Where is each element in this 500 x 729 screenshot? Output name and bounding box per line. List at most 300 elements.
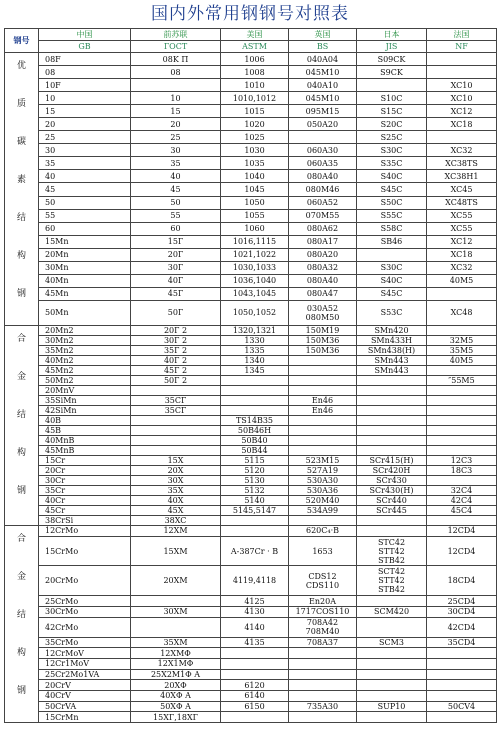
table-cell: 20 xyxy=(39,118,131,131)
table-cell: 708A37 xyxy=(289,637,357,648)
table-cell xyxy=(221,406,289,416)
table-cell xyxy=(221,659,289,670)
table-cell: 1025 xyxy=(221,131,289,144)
table-body xyxy=(5,53,497,723)
table-cell: S50C xyxy=(357,196,427,209)
table-cell: 38CrSi xyxy=(39,516,131,526)
table-row xyxy=(5,426,497,436)
table-row xyxy=(5,476,497,486)
table-cell: 35Cr xyxy=(39,486,131,496)
table-cell: 45Mn xyxy=(39,287,131,300)
table-cell: 15X xyxy=(131,456,221,466)
table-row xyxy=(5,79,497,92)
table-cell: 50Г 2 xyxy=(131,376,221,386)
table-row xyxy=(5,248,497,261)
table-row xyxy=(5,346,497,356)
table-cell: XC38TS xyxy=(427,157,497,170)
table-cell: 35 xyxy=(39,157,131,170)
table-cell: 40Cr xyxy=(39,496,131,506)
table-cell: 20XΦ xyxy=(131,680,221,691)
table-cell: 15CrMn xyxy=(39,712,131,723)
table-cell: 060A30 xyxy=(289,144,357,157)
table-row xyxy=(5,648,497,659)
table-cell: 40B xyxy=(39,416,131,426)
standard-header: JIS xyxy=(357,41,427,53)
table-cell xyxy=(357,648,427,659)
table-cell: 40 xyxy=(39,170,131,183)
table-row xyxy=(5,366,497,376)
table-cell: 25 xyxy=(131,131,221,144)
table-cell: XC12 xyxy=(427,235,497,248)
table-cell: 30XM xyxy=(131,606,221,617)
table-cell: 150M36 xyxy=(289,336,357,346)
table-cell: SCr445 xyxy=(357,506,427,516)
table-cell: 1717COS110 xyxy=(289,606,357,617)
table-cell: 080A47 xyxy=(289,287,357,300)
table-cell: 060A52 xyxy=(289,196,357,209)
table-cell: S53C xyxy=(357,300,427,325)
table-cell: 55 xyxy=(39,209,131,222)
table-cell: XC55 xyxy=(427,209,497,222)
table-cell: S40C xyxy=(357,274,427,287)
category-char: 素 xyxy=(16,175,26,185)
category-char: 构 xyxy=(16,448,26,458)
category-char: 合 xyxy=(16,534,26,544)
table-cell: 45Г xyxy=(131,287,221,300)
table-cell: 35SiMn xyxy=(39,396,131,406)
table-cell xyxy=(131,79,221,92)
table-cell: S9CK xyxy=(357,66,427,79)
table-cell xyxy=(357,680,427,691)
table-cell: 5140 xyxy=(221,496,289,506)
table-cell: XC10 xyxy=(427,92,497,105)
table-cell xyxy=(131,426,221,436)
table-cell xyxy=(289,446,357,456)
table-row xyxy=(5,596,497,607)
table-cell: SCr430(H) xyxy=(357,486,427,496)
table-cell: 30 xyxy=(39,144,131,157)
table-cell: SCr430 xyxy=(357,476,427,486)
standard-header: ГОСТ xyxy=(131,41,221,53)
table-cell: 12CD4 xyxy=(427,536,497,566)
table-cell: S20C xyxy=(357,118,427,131)
table-cell: SMn433H xyxy=(357,336,427,346)
table-cell: 10F xyxy=(39,79,131,92)
table-cell xyxy=(427,406,497,416)
table-cell: 50CV4 xyxy=(427,701,497,712)
table-cell: 30 xyxy=(131,144,221,157)
table-cell: 20MnV xyxy=(39,386,131,396)
table-cell: 20Cr xyxy=(39,466,131,476)
table-cell: 15XГ,18XГ xyxy=(131,712,221,723)
table-cell xyxy=(131,436,221,446)
table-cell xyxy=(427,287,497,300)
table-row xyxy=(5,496,497,506)
category-cell xyxy=(5,326,39,526)
table-cell: 5115 xyxy=(221,456,289,466)
table-cell: En20A xyxy=(289,596,357,607)
table-cell xyxy=(357,526,427,537)
table-cell xyxy=(357,396,427,406)
table-cell: 150M19 xyxy=(289,326,357,336)
table-cell xyxy=(357,416,427,426)
table-cell: 530A36 xyxy=(289,486,357,496)
table-cell xyxy=(131,617,221,637)
table-cell: 45X xyxy=(131,506,221,516)
table-cell xyxy=(357,386,427,396)
table-row xyxy=(5,196,497,209)
table-cell: 040A10 xyxy=(289,79,357,92)
category-char: 结 xyxy=(16,610,26,620)
table-cell xyxy=(427,53,497,66)
table-cell xyxy=(357,406,427,416)
table-cell: 1050,1052 xyxy=(221,300,289,325)
table-cell xyxy=(131,416,221,426)
table-row xyxy=(5,386,497,396)
table-row xyxy=(5,659,497,670)
table-cell: 35CD4 xyxy=(427,637,497,648)
table-row xyxy=(5,336,497,346)
table-row xyxy=(5,261,497,274)
table-cell: SCr420H xyxy=(357,466,427,476)
table-cell: 35CГ xyxy=(131,396,221,406)
table-cell: 50 xyxy=(131,196,221,209)
table-cell: 40Mn xyxy=(39,274,131,287)
standard-header: BS xyxy=(289,41,357,53)
table-cell: 35Г 2 xyxy=(131,346,221,356)
table-cell: XC10 xyxy=(427,79,497,92)
table-row xyxy=(5,637,497,648)
category-char: 结 xyxy=(16,213,26,223)
table-cell: 1653 xyxy=(289,536,357,566)
country-header: 日本 xyxy=(357,29,427,41)
table-row xyxy=(5,53,497,66)
table-cell: 50B46H xyxy=(221,426,289,436)
table-cell: 30CrMo xyxy=(39,606,131,617)
table-row xyxy=(5,66,497,79)
table-cell xyxy=(427,386,497,396)
table-cell: 40Mn2 xyxy=(39,356,131,366)
table-cell: 40M5 xyxy=(427,356,497,366)
table-cell: 15Cr xyxy=(39,456,131,466)
table-cell: XC55 xyxy=(427,222,497,235)
table-row xyxy=(5,701,497,712)
table-row xyxy=(5,466,497,476)
table-cell xyxy=(427,366,497,376)
table-cell: 527A19 xyxy=(289,466,357,476)
table-cell: 18CD4 xyxy=(427,566,497,596)
table-cell xyxy=(289,366,357,376)
table-cell: S30C xyxy=(357,261,427,274)
table-cell: 080A17 xyxy=(289,235,357,248)
country-header: 前苏联 xyxy=(131,29,221,41)
table-cell: 30Cr xyxy=(39,476,131,486)
category-cell xyxy=(5,53,39,326)
table-cell: S55C xyxy=(357,209,427,222)
standard-header: GB xyxy=(39,41,131,53)
table-cell: SB46 xyxy=(357,235,427,248)
table-cell: 08K П xyxy=(131,53,221,66)
standard-header: NF xyxy=(427,41,497,53)
table-cell: 40XΦ A xyxy=(131,690,221,701)
category-char: 质 xyxy=(16,99,26,109)
table-row xyxy=(5,446,497,456)
table-cell xyxy=(427,690,497,701)
table-cell: 45Mn2 xyxy=(39,366,131,376)
table-cell: 50Mn2 xyxy=(39,376,131,386)
table-cell: 12C3 xyxy=(427,456,497,466)
table-cell: 32C4 xyxy=(427,486,497,496)
table-cell: 45B xyxy=(39,426,131,436)
table-cell: 20Mn2 xyxy=(39,326,131,336)
category-char: 金 xyxy=(16,572,26,582)
table-row xyxy=(5,170,497,183)
table-row xyxy=(5,506,497,516)
table-cell: 1030,1033 xyxy=(221,261,289,274)
table-cell: SMn420 xyxy=(357,326,427,336)
table-cell: 15CrMo xyxy=(39,536,131,566)
table-row xyxy=(5,669,497,680)
table-cell: 42CrMo xyxy=(39,617,131,637)
table-cell: 50B44 xyxy=(221,446,289,456)
table-cell: 12CrMo xyxy=(39,526,131,537)
table-cell: 6120 xyxy=(221,680,289,691)
table-cell xyxy=(357,426,427,436)
table-row xyxy=(5,516,497,526)
table-cell: S40C xyxy=(357,170,427,183)
steel-grade-table xyxy=(4,28,497,723)
table-cell xyxy=(289,712,357,723)
table-cell: S30C xyxy=(357,144,427,157)
table-row xyxy=(5,486,497,496)
table-cell xyxy=(357,669,427,680)
table-cell: 1036,1040 xyxy=(221,274,289,287)
table-row xyxy=(5,680,497,691)
table-cell xyxy=(289,131,357,144)
table-cell: 080A20 xyxy=(289,248,357,261)
category-char: 钢 xyxy=(16,289,26,299)
table-cell: 1020 xyxy=(221,118,289,131)
table-cell xyxy=(289,669,357,680)
table-cell: 20XM xyxy=(131,566,221,596)
table-cell: SMn443 xyxy=(357,356,427,366)
table-cell: 1016,1115 xyxy=(221,235,289,248)
table-cell: 45Г 2 xyxy=(131,366,221,376)
table-cell: 35CrMo xyxy=(39,637,131,648)
table-cell: 20Mn xyxy=(39,248,131,261)
table-cell: 1015 xyxy=(221,105,289,118)
category-char: 结 xyxy=(16,410,26,420)
table-cell: 150M36 xyxy=(289,346,357,356)
table-cell: 1345 xyxy=(221,366,289,376)
table-cell: 10 xyxy=(39,92,131,105)
table-cell: S09CK xyxy=(357,53,427,66)
table-cell: 42CD4 xyxy=(427,617,497,637)
table-cell: CDS12 CDS110 xyxy=(289,566,357,596)
table-cell: 25X2M1Φ A xyxy=(131,669,221,680)
category-char: 构 xyxy=(16,251,26,261)
table-row xyxy=(5,274,497,287)
table-cell: 45C4 xyxy=(427,506,497,516)
table-cell xyxy=(289,386,357,396)
table-cell: XC18 xyxy=(427,248,497,261)
table-cell: 080A40 xyxy=(289,274,357,287)
table-cell xyxy=(289,436,357,446)
table-cell: 5130 xyxy=(221,476,289,486)
table-cell: 070M55 xyxy=(289,209,357,222)
table-cell: S45C xyxy=(357,287,427,300)
country-header: 中国 xyxy=(39,29,131,41)
table-cell: 620C₄·B xyxy=(289,526,357,537)
table-cell: 15 xyxy=(39,105,131,118)
table-cell: SMn438(H) xyxy=(357,346,427,356)
table-row xyxy=(5,456,497,466)
category-char: 金 xyxy=(16,372,26,382)
table-cell: 1021,1022 xyxy=(221,248,289,261)
table-row xyxy=(5,617,497,637)
category-char: 钢 xyxy=(16,486,26,496)
table-cell: 080A32 xyxy=(289,261,357,274)
table-cell xyxy=(289,659,357,670)
table-row xyxy=(5,566,497,596)
table-cell: STC42 STT42 STB42 xyxy=(357,536,427,566)
table-row xyxy=(5,105,497,118)
category-char: 合 xyxy=(16,334,26,344)
table-cell: 35X xyxy=(131,486,221,496)
table-cell xyxy=(357,79,427,92)
table-row xyxy=(5,157,497,170)
table-cell: 530A30 xyxy=(289,476,357,486)
table-cell: 30Mn2 xyxy=(39,336,131,346)
table-cell xyxy=(131,446,221,456)
table-cell: 20 xyxy=(131,118,221,131)
table-cell: XC18 xyxy=(427,118,497,131)
category-char: 钢 xyxy=(16,686,26,696)
table-cell: 08 xyxy=(131,66,221,79)
table-cell: 12Cr1MoV xyxy=(39,659,131,670)
table-row xyxy=(5,144,497,157)
table-cell: 5120 xyxy=(221,466,289,476)
table-cell: 42SiMn xyxy=(39,406,131,416)
table-cell: 45 xyxy=(39,183,131,196)
table-row xyxy=(5,526,497,537)
table-cell xyxy=(427,659,497,670)
table-cell: 030A52 080M50 xyxy=(289,300,357,325)
table-row xyxy=(5,183,497,196)
table-cell xyxy=(357,617,427,637)
table-cell: 15Г xyxy=(131,235,221,248)
table-cell: 35M5 xyxy=(427,346,497,356)
table-cell xyxy=(427,131,497,144)
table-cell xyxy=(427,476,497,486)
table-cell: S25C xyxy=(357,131,427,144)
table-cell xyxy=(427,416,497,426)
table-cell: 4119,4118 xyxy=(221,566,289,596)
table-cell: 4125 xyxy=(221,596,289,607)
table-row xyxy=(5,287,497,300)
table-cell xyxy=(289,516,357,526)
table-cell: XC48 xyxy=(427,300,497,325)
table-cell xyxy=(357,596,427,607)
table-cell: 1045 xyxy=(221,183,289,196)
table-cell: 12X1MΦ xyxy=(131,659,221,670)
table-cell: 40Г xyxy=(131,274,221,287)
table-cell: 18C3 xyxy=(427,466,497,476)
table-cell: TS14B35 xyxy=(221,416,289,426)
country-header-row xyxy=(5,29,497,41)
table-cell xyxy=(221,376,289,386)
table-cell: 1060 xyxy=(221,222,289,235)
table-cell: S58C xyxy=(357,222,427,235)
table-cell xyxy=(427,648,497,659)
table-cell: SCM420 xyxy=(357,606,427,617)
table-cell: 20Г xyxy=(131,248,221,261)
table-cell: 40Г 2 xyxy=(131,356,221,366)
table-cell: 42C4 xyxy=(427,496,497,506)
table-row xyxy=(5,690,497,701)
table-cell xyxy=(221,648,289,659)
table-cell: XC12 xyxy=(427,105,497,118)
table-cell xyxy=(221,712,289,723)
table-row xyxy=(5,222,497,235)
table-cell: 1010 xyxy=(221,79,289,92)
table-cell: 50B40 xyxy=(221,436,289,446)
table-cell: 1035 xyxy=(221,157,289,170)
table-cell: XC48TS xyxy=(427,196,497,209)
table-cell: 095M15 xyxy=(289,105,357,118)
table-cell: 1050 xyxy=(221,196,289,209)
table-cell: 080M46 xyxy=(289,183,357,196)
table-cell: SMn443 xyxy=(357,366,427,376)
table-cell: 1055 xyxy=(221,209,289,222)
table-cell: XC32 xyxy=(427,261,497,274)
table-cell: S45C xyxy=(357,183,427,196)
table-cell: XC32 xyxy=(427,144,497,157)
table-cell: 1335 xyxy=(221,346,289,356)
table-cell: 40 xyxy=(131,170,221,183)
table-cell: 32M5 xyxy=(427,336,497,346)
category-char: 碳 xyxy=(16,137,26,147)
country-header: 美国 xyxy=(221,29,289,41)
table-cell xyxy=(221,669,289,680)
table-cell xyxy=(357,516,427,526)
table-cell xyxy=(427,436,497,446)
table-cell: 45 xyxy=(131,183,221,196)
table-cell: SCr440 xyxy=(357,496,427,506)
table-cell: 045M10 xyxy=(289,92,357,105)
table-cell: 40CrV xyxy=(39,690,131,701)
table-cell xyxy=(357,446,427,456)
table-cell: 060A35 xyxy=(289,157,357,170)
table-cell xyxy=(427,712,497,723)
table-cell xyxy=(357,659,427,670)
table-cell: 08F xyxy=(39,53,131,66)
table-row xyxy=(5,396,497,406)
table-cell: 30CD4 xyxy=(427,606,497,617)
table-cell: 5145,5147 xyxy=(221,506,289,516)
table-cell: 1010,1012 xyxy=(221,92,289,105)
table-cell: XC38H1 xyxy=(427,170,497,183)
category-char: 构 xyxy=(16,648,26,658)
table-cell: 25CrMo xyxy=(39,596,131,607)
table-cell: ″55M5 xyxy=(427,376,497,386)
table-cell: 1330 xyxy=(221,336,289,346)
table-cell: SCM3 xyxy=(357,637,427,648)
table-cell: 45MnB xyxy=(39,446,131,456)
category-cell xyxy=(5,526,39,723)
standard-header: ASTM xyxy=(221,41,289,53)
table-cell: 1040 xyxy=(221,170,289,183)
